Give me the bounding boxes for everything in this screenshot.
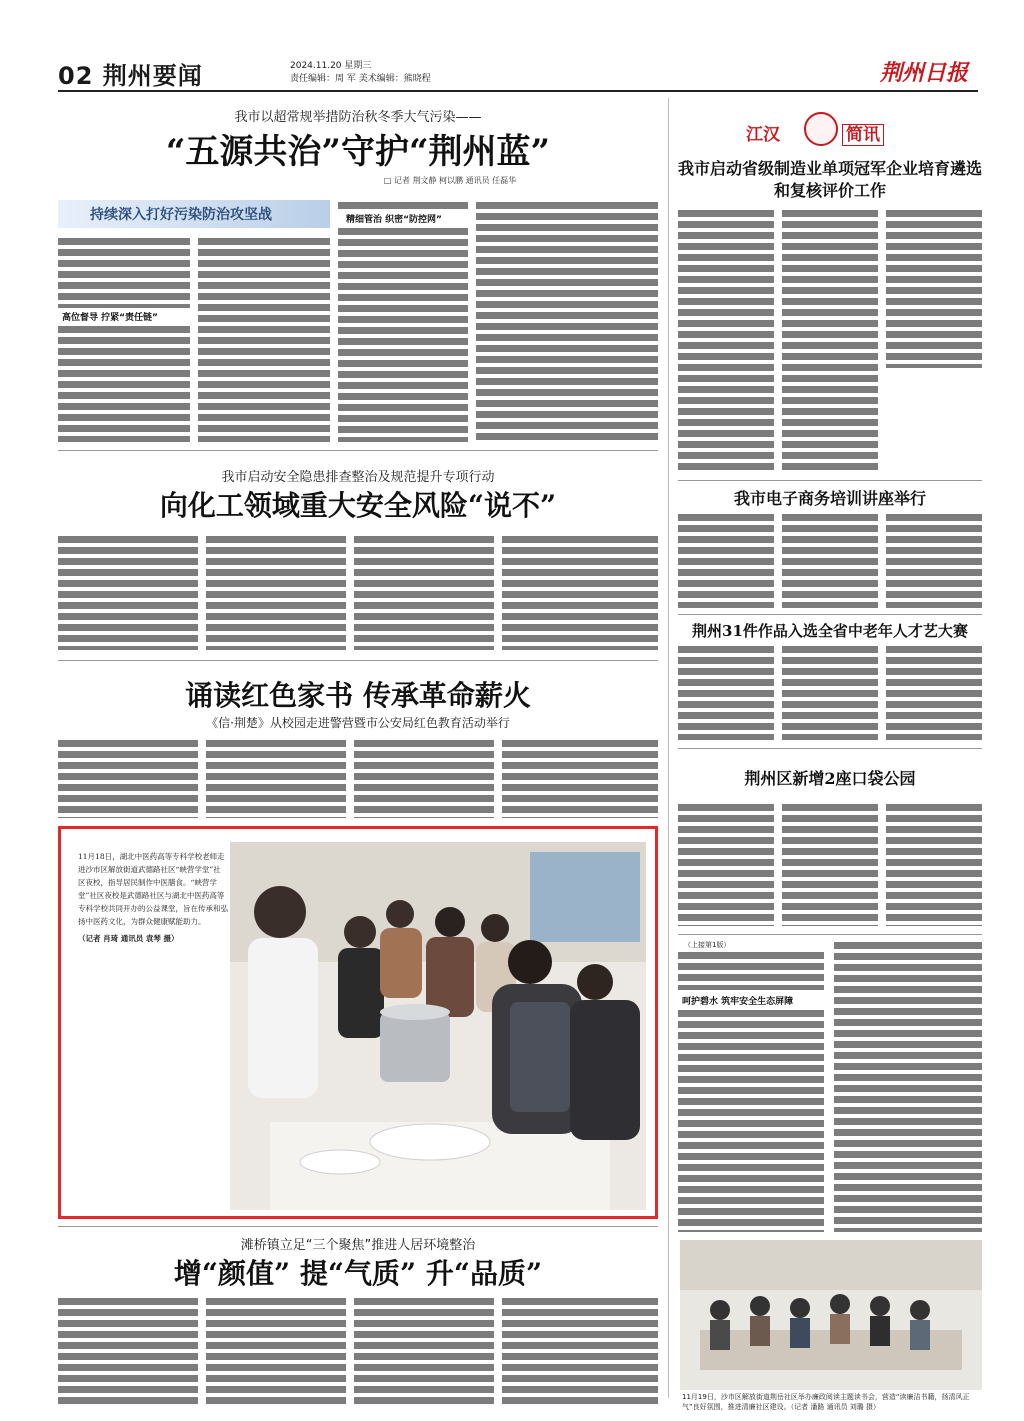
divider (58, 1226, 658, 1227)
jianghan-seal-icon (804, 112, 838, 146)
lead-col-3a (338, 200, 468, 212)
safety-col-1 (58, 534, 198, 650)
page-header (58, 52, 978, 92)
lead-col-4 (476, 200, 658, 442)
cont-subhead: 呵护碧水 筑牢安全生态屏障 (682, 997, 794, 1007)
bottom-col-1 (58, 1296, 198, 1404)
reading-session-photo (680, 1240, 982, 1390)
divider (678, 934, 982, 935)
divider (58, 660, 658, 661)
brief3-col-3 (886, 644, 982, 740)
brief1-col-1 (678, 208, 774, 474)
brief1-title: 我市启动省级制造业单项冠军企业培育遴选和复核评价工作 (678, 159, 983, 200)
divider (678, 480, 982, 481)
photo-caption: 11月18日，湖北中医药高等专科学校老师走进沙市区解放街道武德路社区“峡营学堂”社区夜校，指导居民制作中医膳食。“峡营学堂”社区夜校是武德路社区与湖北中医药高等专科学校共同开办的公益课堂，旨在传承和弘扬中医药文化，为群众健康赋能助力。 （记者 肖琦 通讯员 袁琴 摄） (78, 852, 228, 943)
reading-col-2 (206, 738, 346, 818)
safety-title: 向化工领域重大安全风险“说不” (159, 489, 557, 522)
lead-title: “五源共治”守护“荆州蓝” (165, 132, 551, 172)
cont-col-1b (678, 1008, 824, 1232)
brief3-title: 荆州31件作品入选全省中老年人才艺大赛 (692, 622, 968, 640)
lead-col-1a (58, 236, 190, 308)
brief2-col-3 (886, 512, 982, 608)
community-class-photo (230, 842, 646, 1210)
lead-subhead-1: 高位督导 拧紧“责任链” (62, 313, 158, 323)
safety-col-2 (206, 534, 346, 650)
lead-col-3b (338, 226, 468, 442)
safety-kicker: 我市启动安全隐患排查整治及规范提升专项行动 (221, 470, 495, 485)
reading-col-3 (354, 738, 494, 818)
reading-subtitle: 《信·荆楚》从校园走进警营暨市公安局红色教育活动举行 (206, 716, 510, 730)
bottom-col-3 (354, 1296, 494, 1404)
masthead-logo: 荆州日报 (879, 60, 968, 86)
lead-byline: □ 记者 荆文静 柯以鹏 通讯员 任磊华 (383, 176, 517, 185)
brief4-col-2 (782, 802, 878, 926)
divider (678, 614, 982, 615)
lead-banner: 持续深入打好污染防治攻坚战 (58, 200, 330, 228)
lead-kicker: 我市以超常规举措防治秋冬季大气污染—— (234, 110, 482, 125)
brief2-col-1 (678, 512, 774, 608)
bottom-kicker: 滩桥镇立足“三个聚焦”推进人居环境整治 (240, 1238, 476, 1253)
header-rule (58, 90, 978, 92)
divider (678, 748, 982, 749)
brief1-col-2 (782, 208, 878, 474)
brief4-col-3 (886, 802, 982, 926)
brief3-col-2 (782, 644, 878, 740)
reading-title: 诵读红色家书 传承革命薪火 (185, 679, 531, 712)
safety-col-4 (502, 534, 658, 650)
cont-col-1a (678, 950, 824, 990)
lead-col-1b (58, 324, 190, 442)
reading-col-4 (502, 738, 658, 818)
brief2-col-2 (782, 512, 878, 608)
safety-col-3 (354, 534, 494, 650)
brief4-title: 荆州区新增2座口袋公园 (744, 769, 916, 788)
bottom-title: 增“颜值” 提“气质” 升“品质” (173, 1257, 543, 1290)
brief4-col-1 (678, 802, 774, 926)
bottom-col-2 (206, 1296, 346, 1404)
continued-note: （上接第1版） (684, 941, 731, 949)
lead-col-2 (198, 236, 330, 442)
page-section-label: 02 荆州要闻 (58, 62, 203, 90)
photo2-caption: 11月19日，沙市区解放街道荆岳社区举办廉政阅读主题读书会，营造“读廉洁书籍，扬清风正气”良好氛围，推进清廉社区建设。（记者 潘路 通讯员 刘璐 摄） (682, 1393, 970, 1411)
column-rule (668, 98, 669, 1398)
reading-col-1 (58, 738, 198, 818)
lead-subhead-2: 精细管治 织密“防控网” (346, 215, 442, 225)
brief2-title: 我市电子商务培训讲座举行 (733, 489, 926, 508)
divider (58, 450, 658, 451)
brief1-col-3 (886, 208, 982, 368)
jianghan-brief-label: 江汉 简讯 (746, 112, 921, 148)
bottom-col-4 (502, 1296, 658, 1404)
header-meta: 2024.11.20 星期三 责任编辑：周 军 美术编辑：熊晓程 (290, 61, 431, 84)
cont-col-2 (834, 940, 982, 1232)
brief3-col-1 (678, 644, 774, 740)
